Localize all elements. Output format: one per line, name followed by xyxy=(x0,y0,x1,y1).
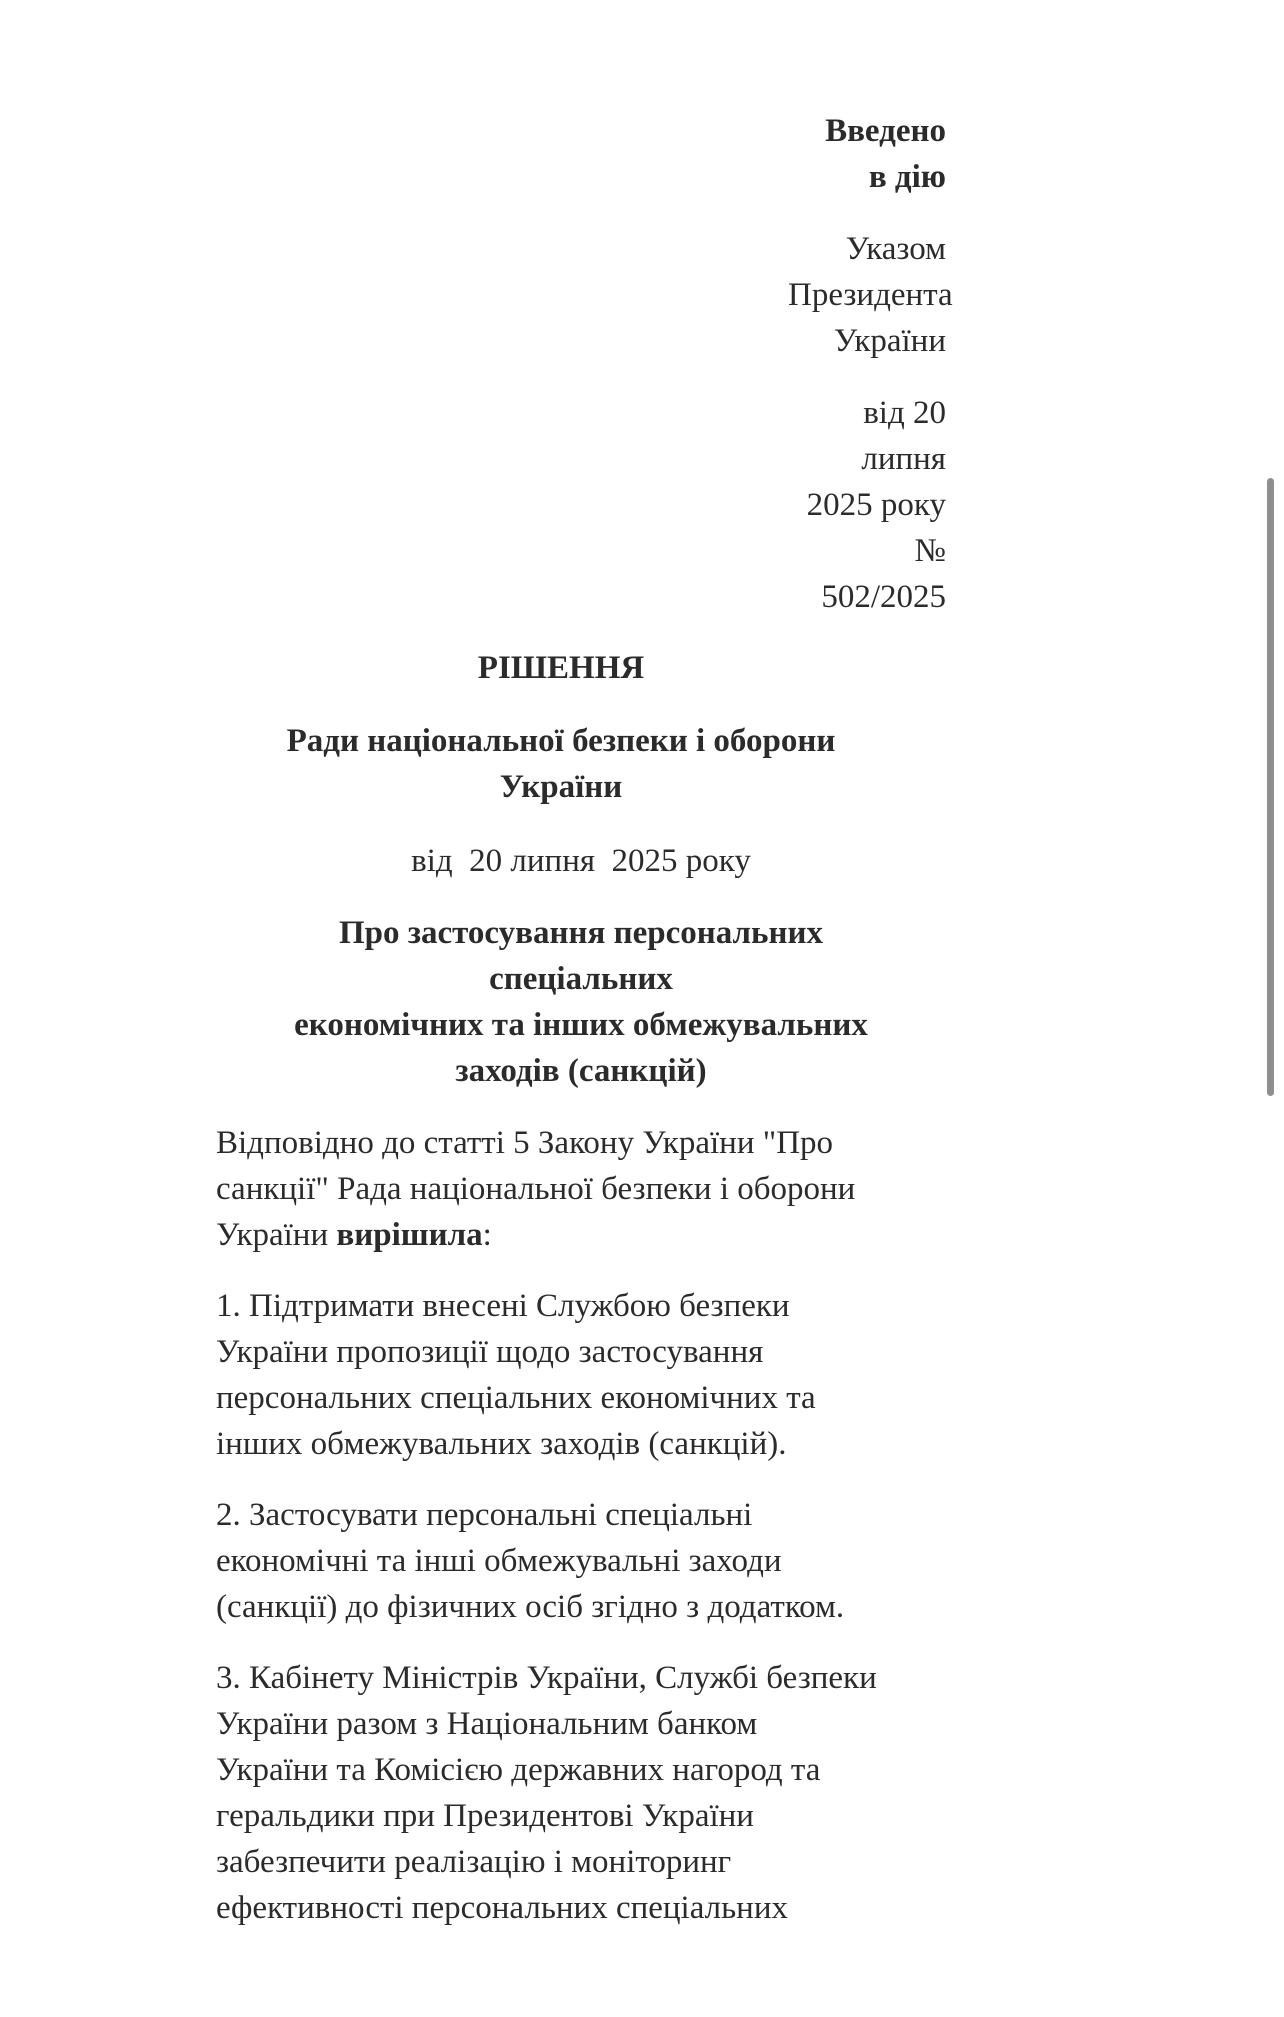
stamp-ukazom: Указом xyxy=(845,231,946,267)
subject-line-3: економічних та інших обмежувальних xyxy=(294,1007,868,1043)
item-1-line-1: 1. Підтримати внесені Службою безпеки xyxy=(216,1288,790,1324)
item-3-line-2: України разом з Національним банком xyxy=(216,1706,758,1742)
stamp-prezydenta: Президента xyxy=(788,277,953,313)
preamble-line-2: санкції" Рада національної безпеки і оборони xyxy=(216,1171,856,1207)
item-1-line-3: персональних спеціальних економічних та xyxy=(216,1380,816,1416)
preamble-line-1: Відповідно до статті 5 Закону України "Про xyxy=(216,1125,834,1161)
decision-date: від 20 липня 2025 року xyxy=(411,843,751,879)
stamp-number-sign: № xyxy=(914,533,946,569)
item-3-line-6: ефективності персональних спеціальних xyxy=(216,1890,789,1926)
item-3-line-1: 3. Кабінету Міністрів України, Службі безпеки xyxy=(216,1660,877,1696)
preamble-line-3 xyxy=(216,1212,976,1258)
preamble-line-3-text: України xyxy=(216,1217,337,1253)
subject-line-1: Про застосування персональних xyxy=(338,915,824,951)
stamp-date-year: 2025 року xyxy=(806,487,946,523)
stamp-number: 502/2025 xyxy=(821,579,946,615)
stamp-ukrainy: України xyxy=(833,323,946,359)
issuer-line-2: України xyxy=(499,769,623,805)
subject-line-2: спеціальних xyxy=(489,961,673,997)
stamp-v-diyu: в дію xyxy=(868,159,946,195)
issuer-line-1: Ради національної безпеки і оборони xyxy=(286,723,836,759)
preamble-resolved-word: вирішила xyxy=(336,1217,483,1253)
item-2-line-3: (санкції) до фізичних осіб згідно з додатком. xyxy=(216,1589,845,1625)
item-2-line-2: економічні та інші обмежувальні заходи xyxy=(216,1543,782,1579)
subject-line-4: заходів (санкцій) xyxy=(455,1053,707,1089)
stamp-vvedeno: Введено xyxy=(825,113,946,149)
stamp-date-day: від 20 xyxy=(863,395,946,431)
preamble-colon: : xyxy=(482,1217,492,1253)
item-1-line-2: України пропозиції щодо застосування xyxy=(216,1334,764,1370)
stamp-date-month: липня xyxy=(861,441,946,477)
item-3-line-4: геральдики при Президентові України xyxy=(216,1798,754,1834)
document-type-heading: РІШЕННЯ xyxy=(477,650,645,686)
item-3-line-3: України та Комісією державних нагород та xyxy=(216,1752,821,1788)
item-3-line-5: забезпечити реалізацію і моніторинг xyxy=(216,1844,732,1880)
item-1-line-4: інших обмежувальних заходів (санкцій). xyxy=(216,1426,787,1462)
scrollbar-thumb[interactable] xyxy=(1267,478,1274,1096)
item-2-line-1: 2. Застосувати персональні спеціальні xyxy=(216,1497,753,1533)
